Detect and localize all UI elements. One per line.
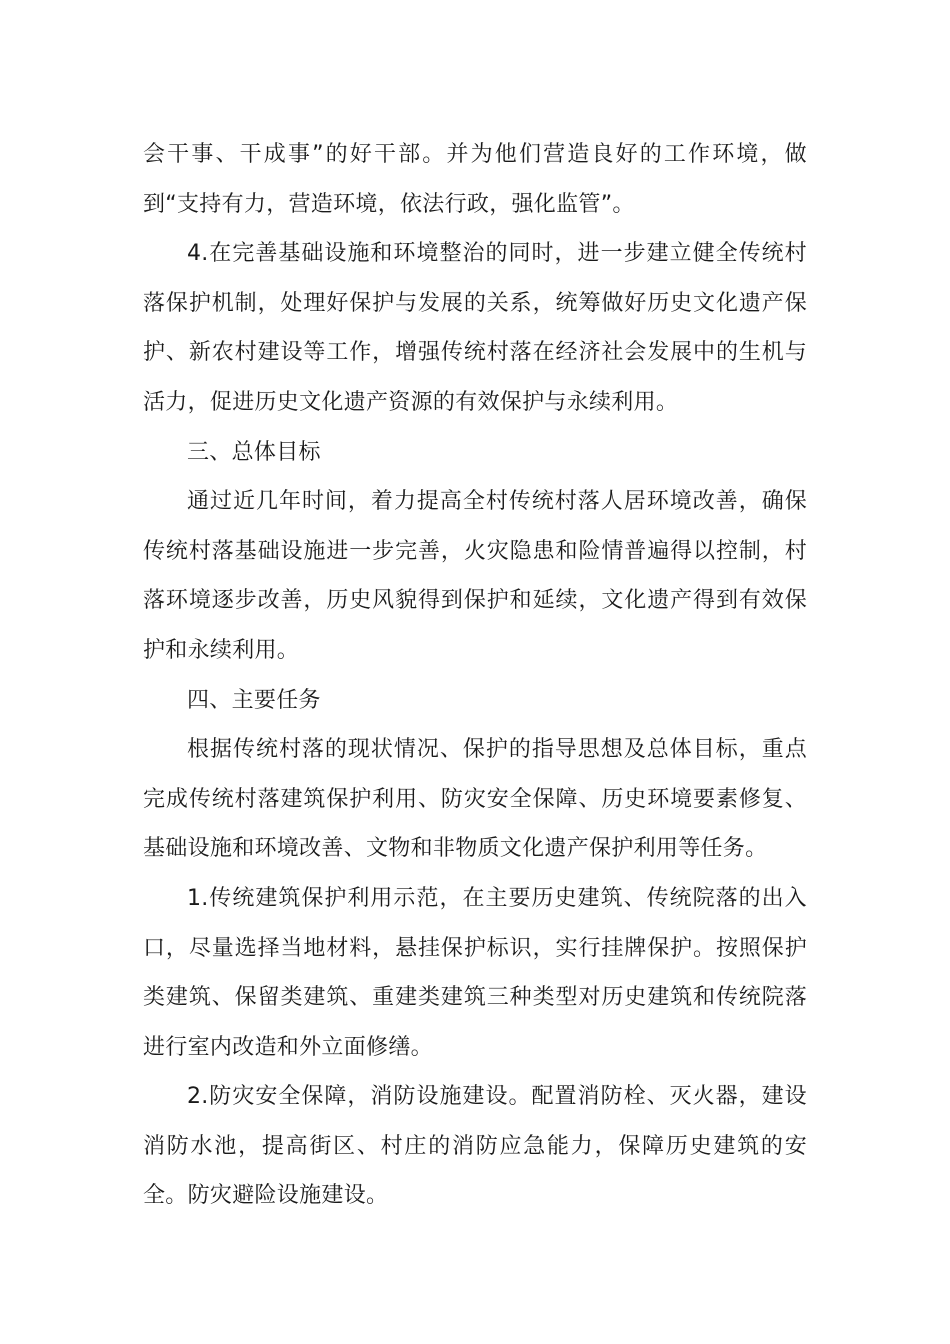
paragraph-task-1: 1.传统建筑保护利用示范，在主要历史建筑、传统院落的出入口，尽量选择当地材料，悬挂保护标识，实行挂牌保护。按照保护类建筑、保留类建筑、重建类建筑三种类型对历史建筑和传统院落进行室内改造和外立面修缮。 [143,885,807,1060]
paragraph-continuation: 会干事、干成事”的好干部。并为他们营造良好的工作环境，做到“支持有力，营造环境，依法行政，强化监管”。 [143,142,807,217]
document-body [143,130,807,1221]
paragraph-task-2: 2.防灾安全保障，消防设施建设。配置消防栓、灭火器，建设消防水池，提高街区、村庄的消防应急能力，保障历史建筑的安全。防灾避险设施建设。 [143,1084,807,1209]
paragraph-item-4: 4.在完善基础设施和环境整治的同时，进一步建立健全传统村落保护机制，处理好保护与发展的关系，统筹做好历史文化遗产保护、新农村建设等工作，增强传统村落在经济社会发展中的生机与活力，促进历史文化遗产资源的有效保护与永续利用。 [143,241,807,415]
paragraph-goals: 通过近几年时间，着力提高全村传统村落人居环境改善，确保传统村落基础设施进一步完善，火灾隐患和险情普遍得以控制，村落环境逐步改善，历史风貌得到保护和延续，文化遗产得到有效保护和永续利用。 [143,489,807,663]
paragraph-tasks-intro: 根据传统村落的现状情况、保护的指导思想及总体目标，重点完成传统村落建筑保护利用、防灾安全保障、历史环境要素修复、基础设施和环境改善、文物和非物质文化遗产保护利用等任务。 [143,737,807,862]
section-heading-overall-goals: 三、总体目标 [187,439,321,465]
section-heading-main-tasks: 四、主要任务 [187,687,321,713]
